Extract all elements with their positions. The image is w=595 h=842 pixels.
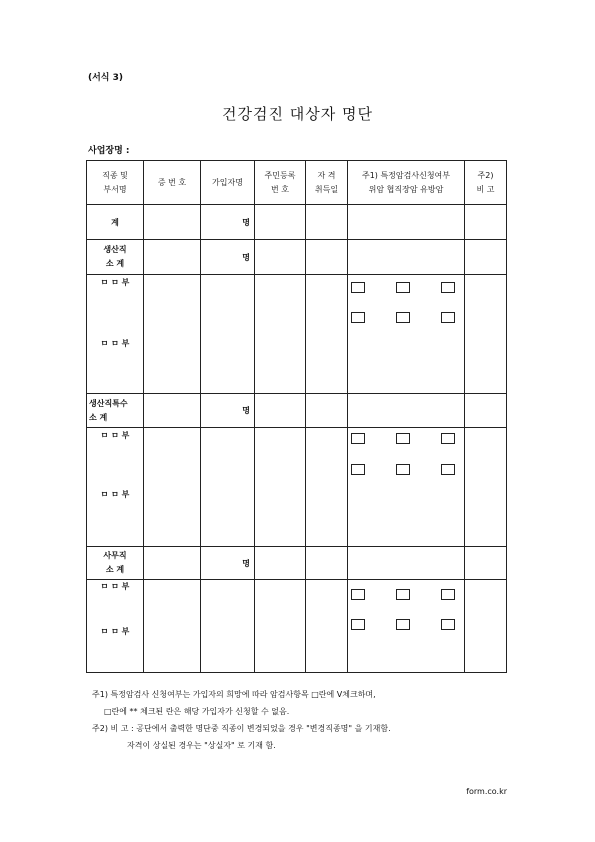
cell [144,580,201,673]
header-dept-line2: 부서명 [103,184,127,194]
total-row [87,205,507,240]
note2-line1: 주2) 비 고 : 공단에서 출력한 명단중 직종이 변경되었을 경우 "변경직종명" 을 기재함. [92,724,391,733]
checkbox-group [348,275,464,393]
header-cancer-screening [348,161,465,205]
cell [465,428,507,547]
office-subtotal-line2: 소 계 [105,565,125,574]
header-row [87,161,507,205]
header-rrn-line1: 주민등록 [264,170,296,180]
note1-line1: 주1) 특정암검사 신청여부는 가입자의 희망에 따라 암검사항목 □란에 V체크하며, [92,690,376,699]
checkbox[interactable] [396,312,410,323]
header-qual-line1: 자 격 [317,170,336,180]
checkbox[interactable] [396,619,410,630]
checkbox[interactable] [396,589,410,600]
cell [465,240,507,275]
total-label: 계 [87,205,144,240]
dept-label: ㅁ ㅁ 부 [100,431,130,440]
header-remark-line1: 주2) [477,170,494,180]
cancer-checkbox-cell [348,275,465,394]
checkbox[interactable] [396,282,410,293]
office-subtotal-line1: 사무직 [103,551,127,560]
office-dept-cell [87,580,144,673]
note2-line2: 자격이 상실된 경우는 "상실자" 로 기재 함. [127,741,276,750]
special-dept-cell [87,428,144,547]
cell [306,428,348,547]
dept-label: ㅁ ㅁ 부 [100,278,130,287]
header-remark [465,161,507,205]
checkbox[interactable] [441,312,455,323]
dept-label: ㅁ ㅁ 부 [100,339,130,348]
cell [348,394,465,428]
cell [306,547,348,580]
cell [144,240,201,275]
header-qualification [306,161,348,205]
header-dept [87,161,144,205]
header-cancer-cols: 위암 협직장암 유방암 [368,184,444,194]
note1-line2: □란에 ** 체크된 란은 해당 가입자가 신청할 수 없음. [104,707,290,716]
cell [144,394,201,428]
page-title: 건강검진 대상자 명단 [222,105,373,123]
header-emp-no: 증 번 호 [144,161,201,205]
production-subtotal-row [87,240,507,275]
checkbox[interactable] [351,282,365,293]
cancer-checkbox-cell [348,580,465,673]
checkbox[interactable] [441,433,455,444]
checkbox[interactable] [441,619,455,630]
special-subtotal-label [87,394,144,428]
footer-source: form.co.kr [466,787,507,796]
total-unit: 명 [201,205,255,240]
dept-label: ㅁ ㅁ 부 [100,627,130,636]
cell [144,275,201,394]
checkbox[interactable] [351,433,365,444]
cell [306,205,348,240]
cell [255,240,306,275]
cancer-checkbox-cell [348,428,465,547]
checkbox[interactable] [441,464,455,475]
dept-label: ㅁ ㅁ 부 [100,490,130,499]
checkbox[interactable] [441,589,455,600]
header-remark-line2: 비 고 [476,184,495,194]
production-subtotal-line2: 소 계 [105,259,125,268]
cell [255,394,306,428]
office-subtotal-row [87,547,507,580]
cell [348,547,465,580]
form-number: (서식 3) [88,73,124,83]
checkbox[interactable] [351,589,365,600]
cell [144,428,201,547]
checkbox[interactable] [396,433,410,444]
cell [201,428,255,547]
cell [255,580,306,673]
cell [201,580,255,673]
cell [201,275,255,394]
header-name: 가입자명 [201,161,255,205]
special-subtotal-row [87,394,507,428]
checkbox[interactable] [396,464,410,475]
checkbox[interactable] [351,619,365,630]
roster-table [86,160,507,673]
checkbox-group [348,428,464,546]
production-subtotal-line1: 생산직 [103,245,127,254]
production-subtotal-label [87,240,144,275]
cell [306,275,348,394]
cell [255,275,306,394]
workplace-label: 사업장명 : [88,146,130,156]
office-subtotal-label [87,547,144,580]
cell [465,205,507,240]
cell [306,240,348,275]
production-dept-row [87,275,507,394]
cell [465,547,507,580]
cell [348,240,465,275]
cell [465,275,507,394]
special-subtotal-line1: 생산직특수 [89,398,128,408]
header-cancer-title: 주1) 특정암검사신청여부 [361,170,451,180]
cell [255,428,306,547]
notes [92,686,391,754]
cell [306,394,348,428]
cell [465,580,507,673]
production-subtotal-unit: 명 [201,240,255,275]
checkbox[interactable] [351,464,365,475]
checkbox[interactable] [441,282,455,293]
office-dept-row [87,580,507,673]
office-subtotal-unit: 명 [201,547,255,580]
cell [255,205,306,240]
special-subtotal-unit: 명 [201,394,255,428]
header-rrn-line2: 번 호 [271,184,289,194]
checkbox[interactable] [351,312,365,323]
cell [306,580,348,673]
cell [144,205,201,240]
header-rrn [255,161,306,205]
header-qual-line2: 취득일 [314,184,339,194]
checkbox-group [348,580,464,672]
cell [144,547,201,580]
production-dept-cell [87,275,144,394]
header-dept-line1: 직종 및 [102,170,128,180]
special-dept-row [87,428,507,547]
dept-label: ㅁ ㅁ 부 [100,582,130,591]
cell [348,205,465,240]
cell [465,394,507,428]
cell [255,547,306,580]
special-subtotal-line2: 소 계 [89,412,108,422]
